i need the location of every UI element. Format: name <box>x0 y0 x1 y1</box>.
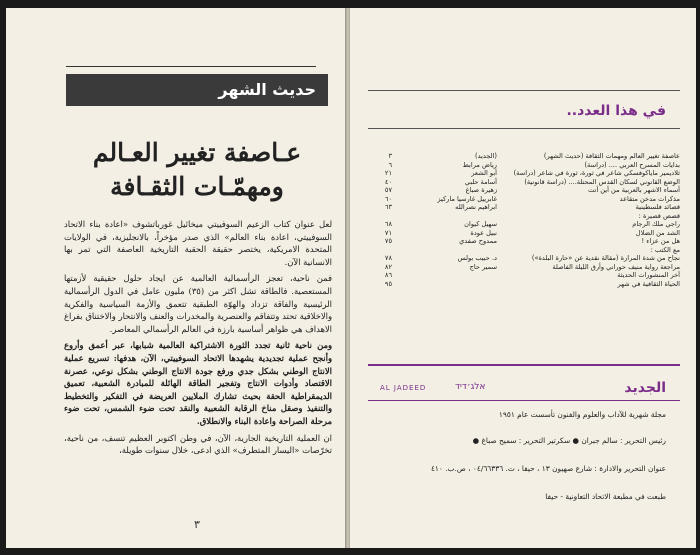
toc-title: آخر المنشورات الحديثة <box>617 271 680 279</box>
toc-row <box>368 263 680 272</box>
toc-row <box>368 186 680 195</box>
toc-author: ابراهيم نصرالله <box>455 203 497 211</box>
left-page <box>6 8 346 548</box>
toc-author: د. حبيب بولس <box>457 254 497 262</box>
toc-author: أسامة حلبي <box>464 177 497 186</box>
toc-author: غابرييل غارسيا ماركيز <box>437 194 497 203</box>
brand-rule-top <box>368 364 680 366</box>
toc-author: أبو الشعر <box>471 169 497 177</box>
toc-page: ٩٥ <box>384 279 392 288</box>
paragraph: فمن ناحية، تعجز الرأسمالية العالمية عن ايجاد حلول حقيقية لأزمتها المستعصية. فالطاقة تشل اكثر من (٣٥) مليون عامل في الدول الرأسمالية الرئيسية والفاقة تزداد والهوّة الطبقية تتعمق والأزمة السياسية والفكرية والاخلاقية تحتد وتتفاقم والعنصرية والمخدرات والعنف والانتحار والاختناق بفراغ الاهداف هي ظواهر أساسية بارزة في العالم الرأسمالي المعاصر. <box>64 273 332 334</box>
toc-page: ٧٥ <box>384 237 392 245</box>
toc-row <box>368 220 680 229</box>
toc-page: ٦٣ <box>384 203 392 211</box>
toc-title: الحياة الثقافية في شهر <box>617 279 680 288</box>
toc-author: رياض مرابط <box>462 160 497 169</box>
toc-author: سمير حاج <box>469 262 497 271</box>
toc-title: مراجعة رواية منيف حوراني وأرق الليلة الفاصلة <box>552 262 680 271</box>
contents-rule <box>368 128 680 129</box>
toc-author: (الجديد) <box>475 152 497 160</box>
contents-title: في هذا العدد.. <box>566 103 666 119</box>
paragraph: ومن ناحية ثانية تجدد الثورة الاشتراكية العالمية شبابها، عبر أعمق وأروع وأنجح عملية تجديدية يشهدها الاتحاد السوفييتي، الآن، هدفها: تسريع عملية الانتاج الوطني بشكل جدي ورفع جودة الانتاج الوطني بشكل نوعي، عصرنة الاقتصاد وأدوات الانتاج وتفجير الطاقة الهائلة للمبادرة الشعبية، تعميق الديمقراطية الحقة بحيث تشارك الملايين العريضة في التفكير والتخطيط والتنفيذ وصقل مناخ الرقابة الشعبية والنقد تحت ضوء الشمس، تحت ضوء مرحلة الصراحة واعادة البناء والانطلاق. <box>64 340 332 426</box>
article-title <box>66 136 328 204</box>
magazine-name-hebrew: אלג׳דיד <box>455 382 486 392</box>
toc-page: ٧٨ <box>384 254 392 262</box>
toc-author: زهيرة صباغ <box>465 186 497 194</box>
paragraph: لعل عنوان كتاب الزعيم السوفييتي ميخائيل غورباتشوف «اعادة بناء الاتحاد السوفييتي، اعادة بناء العالم» الذي صدر مؤخراً، بالانجليزية، في الولايات المتحدة الامريكية، يختصر حقيقة الحقبة التاريخية العاصفة التي تمر بها الانسانية الآن. <box>64 219 332 267</box>
page-number: ٣ <box>194 518 200 531</box>
toc-title: الشد من الضلال <box>635 228 680 237</box>
article-title-line-2: ومهمّـات الثقـافة <box>110 172 284 201</box>
toc-title: نجاح من شدة المرارة (مقالة نقدية عن «حارة البلدة») <box>531 254 680 262</box>
top-rule <box>66 66 316 67</box>
toc-author: نبيل عودة <box>470 228 497 237</box>
toc-page: ٦ <box>388 160 392 169</box>
toc-page: ٥٧ <box>384 186 392 194</box>
toc-row <box>368 229 680 238</box>
toc-page: ٧١ <box>384 228 392 237</box>
toc-title: مذكرات مدخن متقاعد <box>619 194 680 203</box>
toc-row <box>368 271 680 280</box>
toc-row <box>368 195 680 204</box>
toc-title: الوضع القانوني لسكان القدس المحتلة.... (دراسة قانونية) <box>524 177 680 186</box>
toc-title: أسماء الاشهر بالعربية من أين أتت <box>588 186 680 194</box>
toc-row <box>368 237 680 246</box>
imprint-line: مجلة شهرية للآداب والعلوم والفنون تأسست عام ١٩٥١ <box>498 410 666 419</box>
toc-row <box>368 212 680 221</box>
right-page <box>350 8 696 548</box>
table-of-contents <box>368 152 680 288</box>
toc-row <box>368 161 680 170</box>
toc-title: قصص قصيرة : <box>638 211 680 220</box>
imprint-line: رئيس التحرير : سالم جبران ● سكرتير التحرير : سميح صباغ ● <box>472 436 666 445</box>
toc-title: راجي ملك الرجام <box>632 220 680 228</box>
toc-page: ٦٨ <box>384 220 392 228</box>
toc-row <box>368 203 680 212</box>
toc-title: بدايات المسرح العربي .... (دراسة) <box>584 160 680 169</box>
contents-rule-top <box>368 90 680 91</box>
brand-rule-bottom <box>368 400 680 401</box>
toc-row <box>368 246 680 255</box>
toc-page: ٤٠ <box>384 177 392 186</box>
toc-page: ٨٢ <box>384 262 392 271</box>
imprint-line: عنوان التحرير والادارة : شارع صهيون ١٣ ، حيفا ، ت. ٠٤/٦٦٣٣٦ ، ص.ب. ٤١٠ <box>430 464 666 473</box>
toc-row <box>368 178 680 187</box>
magazine-logo: الجديد <box>624 380 666 396</box>
toc-row <box>368 152 680 161</box>
imprint-line: طبعت في مطبعة الاتحاد التعاونية - حيفا <box>545 492 666 501</box>
article-title-line-1: عـاصفة تغيير العـالم <box>92 138 302 167</box>
magazine-name-english: AL JADEED <box>380 384 427 392</box>
toc-row <box>368 169 680 178</box>
article-body <box>64 218 332 461</box>
toc-page: ٦٠ <box>384 194 392 203</box>
toc-title: هل من عزاء ! <box>641 237 680 245</box>
toc-page: ٨٦ <box>384 271 392 279</box>
toc-title: مع الكتب : <box>650 245 680 254</box>
section-header <box>66 74 328 106</box>
toc-row <box>368 254 680 263</box>
section-label: حديث الشهر <box>218 80 316 99</box>
toc-page: ٣ <box>388 152 392 160</box>
toc-author: سهيل كيوان <box>464 220 497 228</box>
toc-title: عاصفة تغيير العالم ومهمات الثقافة (حديث الشهر) <box>543 152 680 160</box>
toc-row <box>368 280 680 289</box>
toc-page: ٢١ <box>384 169 392 177</box>
paragraph: ان العملية التاريخية الجارية، الآن، في وطن اكتوبر العظيم تنسف، من ناحية، تخرّصات «اليسار المتطرف» الذي ادعى، خلال سنوات طويلة، <box>64 432 332 456</box>
toc-title: ثلاديمير ماياكوفسكي شاعر في ثورة، ثورة في شاعر (دراسة) <box>513 169 680 177</box>
toc-title: قصائد فلسطينية <box>635 203 680 211</box>
toc-author: ممدوح صفدي <box>459 237 497 245</box>
